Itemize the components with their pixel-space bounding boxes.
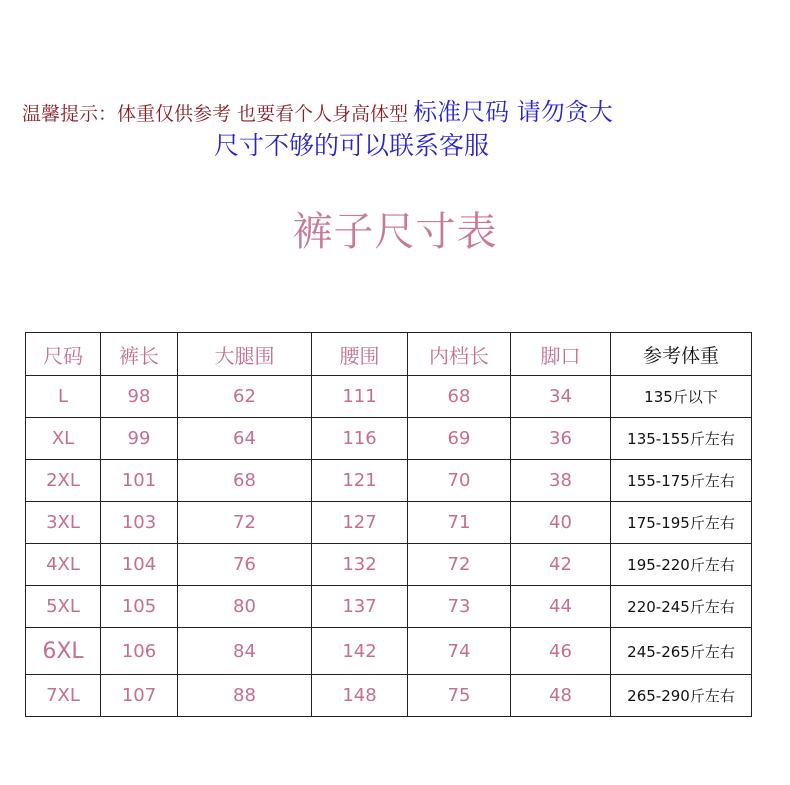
cell-leg-opening: 44 xyxy=(511,586,611,628)
cell-leg-opening: 46 xyxy=(511,628,611,675)
notice-line-1 xyxy=(22,92,613,127)
cell-reference-weight: 175-195斤左右 xyxy=(611,502,752,544)
page-title: 裤子尺寸表 xyxy=(292,209,498,255)
cell-size: 7XL xyxy=(26,675,101,717)
cell-size: 2XL xyxy=(26,460,101,502)
cell-leg-opening: 42 xyxy=(511,544,611,586)
header-thigh: 大腿围 xyxy=(178,333,312,376)
cell-pants-length: 103 xyxy=(101,502,178,544)
header-waist: 腰围 xyxy=(312,333,408,376)
cell-reference-weight: 245-265斤左右 xyxy=(611,628,752,675)
cell-reference-weight: 135斤以下 xyxy=(611,376,752,418)
table-row xyxy=(26,418,752,460)
table-row xyxy=(26,376,752,418)
cell-reference-weight: 220-245斤左右 xyxy=(611,586,752,628)
cell-inseam: 74 xyxy=(408,628,511,675)
cell-leg-opening: 48 xyxy=(511,675,611,717)
cell-waist: 121 xyxy=(312,460,408,502)
cell-inseam: 73 xyxy=(408,586,511,628)
cell-waist: 148 xyxy=(312,675,408,717)
cell-thigh: 80 xyxy=(178,586,312,628)
cell-size: 5XL xyxy=(26,586,101,628)
cell-inseam: 72 xyxy=(408,544,511,586)
cell-thigh: 62 xyxy=(178,376,312,418)
cell-leg-opening: 40 xyxy=(511,502,611,544)
cell-leg-opening: 38 xyxy=(511,460,611,502)
cell-pants-length: 105 xyxy=(101,586,178,628)
cell-pants-length: 104 xyxy=(101,544,178,586)
header-pants-length: 裤长 xyxy=(101,333,178,376)
cell-pants-length: 107 xyxy=(101,675,178,717)
cell-thigh: 68 xyxy=(178,460,312,502)
cell-thigh: 76 xyxy=(178,544,312,586)
cell-waist: 116 xyxy=(312,418,408,460)
table-row xyxy=(26,675,752,717)
table-row xyxy=(26,628,752,675)
table-row xyxy=(26,586,752,628)
cell-inseam: 69 xyxy=(408,418,511,460)
cell-waist: 137 xyxy=(312,586,408,628)
header-reference-weight: 参考体重 xyxy=(611,333,752,376)
cell-reference-weight: 155-175斤左右 xyxy=(611,460,752,502)
header-size: 尺码 xyxy=(26,333,101,376)
cell-pants-length: 98 xyxy=(101,376,178,418)
table-header-row xyxy=(26,333,752,376)
notice-weight-tip: 温馨提示：体重仅供参考 也要看个人身高体型 xyxy=(22,103,409,125)
cell-size: L xyxy=(26,376,101,418)
table-row xyxy=(26,544,752,586)
cell-leg-opening: 36 xyxy=(511,418,611,460)
cell-thigh: 84 xyxy=(178,628,312,675)
cell-waist: 142 xyxy=(312,628,408,675)
cell-inseam: 75 xyxy=(408,675,511,717)
cell-inseam: 71 xyxy=(408,502,511,544)
notice-contact-tip: 尺寸不够的可以联系客服 xyxy=(214,131,490,160)
cell-thigh: 72 xyxy=(178,502,312,544)
cell-waist: 127 xyxy=(312,502,408,544)
cell-reference-weight: 265-290斤左右 xyxy=(611,675,752,717)
cell-leg-opening: 34 xyxy=(511,376,611,418)
notice-size-tip: 标准尺码 请勿贪大 xyxy=(413,98,613,126)
cell-size: 6XL xyxy=(26,628,101,675)
cell-size: XL xyxy=(26,418,101,460)
cell-pants-length: 101 xyxy=(101,460,178,502)
cell-size: 3XL xyxy=(26,502,101,544)
size-chart-table xyxy=(25,332,752,717)
cell-inseam: 68 xyxy=(408,376,511,418)
cell-size: 4XL xyxy=(26,544,101,586)
cell-reference-weight: 195-220斤左右 xyxy=(611,544,752,586)
header-leg-opening: 脚口 xyxy=(511,333,611,376)
cell-inseam: 70 xyxy=(408,460,511,502)
cell-reference-weight: 135-155斤左右 xyxy=(611,418,752,460)
cell-pants-length: 106 xyxy=(101,628,178,675)
table-row xyxy=(26,460,752,502)
cell-thigh: 88 xyxy=(178,675,312,717)
header-inseam: 内档长 xyxy=(408,333,511,376)
table-row xyxy=(26,502,752,544)
cell-pants-length: 99 xyxy=(101,418,178,460)
cell-waist: 111 xyxy=(312,376,408,418)
cell-thigh: 64 xyxy=(178,418,312,460)
cell-waist: 132 xyxy=(312,544,408,586)
